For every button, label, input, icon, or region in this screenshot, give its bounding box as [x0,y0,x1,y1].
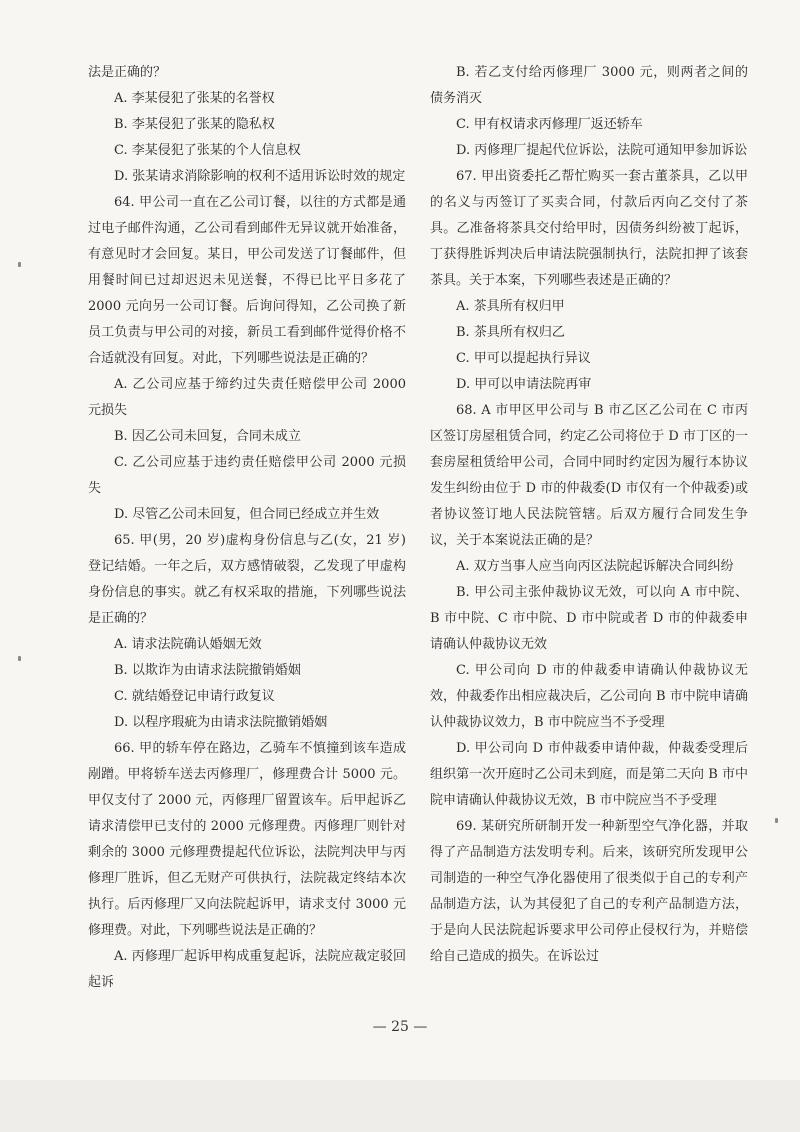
page-number: — 25 — [372,1019,428,1035]
text-paragraph: 64. 甲公司一直在乙公司订餐，以往的方式都是通过电子邮件沟通，乙公司看到邮件无异议就开始准备，有意见时才会回复。某日，甲公司发送了订餐邮件，但用餐时间已过却迟迟未见送餐，不得已比平日多花了 2000 元向另一公司订餐。后询问得知，乙公司换了新员工负责与甲公司的对接，新员工看到邮件觉得价格不合适就没有回复。对此，下列哪些说法是正确的？ [88,195,406,366]
text-paragraph: B. 因乙公司未回复，合同未成立 [114,429,301,444]
text-paragraph: 法是正确的？ [88,65,167,80]
text-paragraph: C. 就结婚登记申请行政复议 [114,689,275,704]
text-paragraph: B. 茶具所有权归乙 [456,325,565,340]
scan-speck [18,656,21,661]
scan-speck [775,818,778,823]
text-paragraph: C. 甲公司向 D 市的仲裁委申请确认仲裁协议无效，仲裁委作出相应裁决后，乙公司向 B 市中院申请确认仲裁协议效力，B 市中院应当不予受理 [430,663,748,730]
text-paragraph: C. 甲有权请求丙修理厂返还轿车 [456,117,643,132]
text-paragraph: A. 丙修理厂起诉甲构成重复起诉，法院应裁定驳回起诉 [88,949,406,990]
right-column [430,60,748,970]
text-paragraph: B. 甲公司主张仲裁协议无效，可以向 A 市中院、B 市中院、C 市中院、D 市中院或者 D 市的仲裁委申请确认仲裁协议无效 [430,585,748,652]
text-paragraph: B. 李某侵犯了张某的隐私权 [114,117,275,132]
text-paragraph: B. 以欺诈为由请求法院撤销婚姻 [114,663,301,678]
text-paragraph: D. 张某请求消除影响的权利不适用诉讼时效的规定 [114,169,406,184]
text-paragraph: D. 甲可以申请法院再审 [456,377,592,392]
text-paragraph: D. 以程序瑕疵为由请求法院撤销婚姻 [114,715,328,730]
text-paragraph: D. 丙修理厂提起代位诉讼，法院可通知甲参加诉讼 [456,143,748,158]
text-paragraph: B. 若乙支付给丙修理厂 3000 元，则两者之间的债务消灭 [430,65,748,106]
text-paragraph: C. 李某侵犯了张某的个人信息权 [114,143,301,158]
text-paragraph: 65. 甲(男，20 岁)虚构身份信息与乙(女，21 岁)登记结婚。一年之后，双方感情破裂，乙发现了甲虚构身份信息的事实。就乙有权采取的措施，下列哪些说法是正确的？ [88,533,406,626]
scan-speck [18,262,21,267]
text-paragraph: A. 双方当事人应当向丙区法院起诉解决合同纠纷 [456,559,734,574]
text-paragraph: C. 乙公司应基于违约责任赔偿甲公司 2000 元损失 [88,455,406,496]
scan-bottom-band [0,1080,800,1132]
text-paragraph: A. 李某侵犯了张某的名誉权 [114,91,275,106]
text-paragraph: A. 茶具所有权归甲 [456,299,565,314]
text-paragraph: 67. 甲出资委托乙帮忙购买一套古董茶具，乙以甲的名义与丙签订了买卖合同，付款后丙向乙交付了茶具。乙准备将茶具交付给甲时，因债务纠纷被丁起诉，丁获得胜诉判决后申请法院强制执行，法院扣押了该套茶具。关于本案，下列哪些表述是正确的？ [430,169,748,288]
text-paragraph: 66. 甲的轿车停在路边，乙骑车不慎撞到该车造成剐蹭。甲将轿车送去丙修理厂，修理费合计 5000 元。甲仅支付了 2000 元，丙修理厂留置该车。后甲起诉乙请求清偿甲已支付的 2000 元修理费。丙修理厂则针对剩余的 3000 元修理费提起代位诉讼，法院判决甲与丙修理厂胜诉，但乙无财产可供执行，法院裁定终结本次执行。后丙修理厂又向法院起诉甲，请求支付 3000 元修理费。对此，下列哪些说法是正确的？ [88,741,406,938]
text-paragraph: 68. A 市甲区甲公司与 B 市乙区乙公司在 C 市丙区签订房屋租赁合同，约定乙公司将位于 D 市丁区的一套房屋租赁给甲公司，合同中同时约定因为履行本协议发生纠纷由位于 D 市的仲裁委(D 市仅有一个仲裁委)或者协议签订地人民法院管辖。后双方履行合同发生争议，关于本案说法正确的是？ [430,403,748,548]
text-paragraph: 69. 某研究所研制开发一种新型空气净化器，并取得了产品制造方法发明专利。后来，该研究所发现甲公司制造的一种空气净化器使用了很类似于自己的专利产品制造方法，认为其侵犯了自己的专利产品制造方法，于是向人民法院起诉要求甲公司停止侵权行为，并赔偿给自己造成的损失。在诉讼过 [430,819,748,964]
left-column [88,60,406,996]
text-paragraph: D. 尽管乙公司未回复，但合同已经成立并生效 [114,507,380,522]
text-paragraph: C. 甲可以提起执行异议 [456,351,591,366]
text-paragraph: A. 请求法院确认婚姻无效 [114,637,262,652]
text-paragraph: A. 乙公司应基于缔约过失责任赔偿甲公司 2000 元损失 [88,377,406,418]
text-paragraph: D. 甲公司向 D 市仲裁委申请仲裁，仲裁委受理后组织第一次开庭时乙公司未到庭，而是第二天向 B 市中院申请确认仲裁协议无效，B 市中院应当不予受理 [430,741,748,808]
